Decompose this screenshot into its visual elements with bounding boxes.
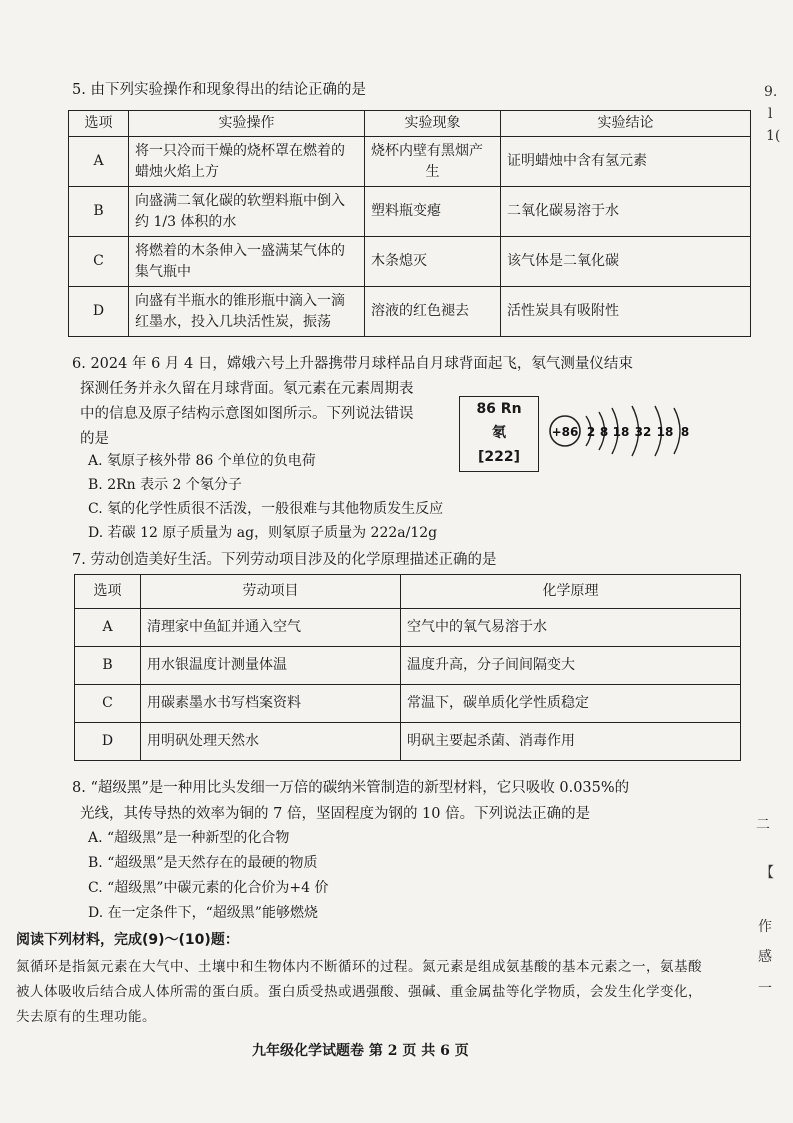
element-mass: [222] bbox=[477, 449, 521, 465]
q7-stem: 7. 劳动创造美好生活。下列劳动项目涉及的化学原理描述正确的是 bbox=[72, 552, 497, 568]
header-cell: 实验结论 bbox=[501, 111, 751, 137]
header-cell: 实验操作 bbox=[129, 111, 365, 137]
shell-electrons: 8 bbox=[599, 425, 609, 439]
header-cell: 选项 bbox=[69, 111, 129, 137]
operation-cell: 向盛满二氧化碳的软塑料瓶中倒入 约 1/3 体积的水 bbox=[129, 187, 365, 237]
atomic-structure-diagram bbox=[548, 398, 698, 464]
header-cell: 化学原理 bbox=[401, 575, 741, 609]
nucleus-charge: +86 bbox=[551, 425, 579, 439]
element-name: 氡 bbox=[492, 425, 506, 441]
header-cell: 劳动项目 bbox=[141, 575, 401, 609]
page-footer: 九年级化学试题卷 第 2 页 共 6 页 bbox=[252, 1043, 469, 1059]
edge-fragment: 一 bbox=[758, 981, 772, 997]
conclusion-cell: 活性炭具有吸附性 bbox=[501, 287, 751, 337]
phenomenon-cell: 塑料瓶变瘪 bbox=[365, 187, 501, 237]
q8-option-d: D. 在一定条件下，“超级黑”能够燃烧 bbox=[88, 905, 318, 921]
option-cell: C bbox=[69, 237, 129, 287]
table-row bbox=[69, 287, 751, 337]
principle-cell: 常温下，碳单质化学性质稳定 bbox=[401, 685, 741, 723]
labor-item-cell: 清理家中鱼缸并通入空气 bbox=[141, 609, 401, 647]
labor-item-cell: 用水银温度计测量体温 bbox=[141, 647, 401, 685]
edge-fragment: 9. bbox=[764, 84, 778, 100]
operation-cell: 将燃着的木条伸入一盛满某气体的 集气瓶中 bbox=[129, 237, 365, 287]
q8-stem-line1: 8. “超级黑”是一种用比头发细一万倍的碳纳米管制造的新型材料，它只吸收 0.035%的 bbox=[72, 780, 630, 796]
table-header-row bbox=[69, 111, 751, 137]
phenomenon-cell: 溶液的红色褪去 bbox=[365, 287, 501, 337]
operation-cell: 向盛有半瓶水的锥形瓶中滴入一滴 红墨水，投入几块活性炭，振荡 bbox=[129, 287, 365, 337]
table-row bbox=[75, 723, 741, 761]
option-cell: A bbox=[69, 137, 129, 187]
option-cell: B bbox=[75, 647, 141, 685]
table-header-row bbox=[75, 575, 741, 609]
edge-fragment: 感 bbox=[758, 949, 772, 965]
q8-option-b: B. “超级黑”是天然存在的最硬的物质 bbox=[88, 855, 318, 871]
q5-table bbox=[68, 110, 751, 337]
shell-electrons: 2 bbox=[586, 425, 596, 439]
reading-passage: 氮循环是指氮元素在大气中、土壤中和生物体内不断循环的过程。氮元素是组成氨基酸的基本元素之一，氨基酸被人体吸收后结合成人体所需的蛋白质。蛋白质受热或遇强酸、强碱、重金属盐等化学物质，会发生化学变化，失去原有的生理功能。 bbox=[16, 959, 702, 1025]
table-row bbox=[69, 187, 751, 237]
principle-cell: 温度升高，分子间间隔变大 bbox=[401, 647, 741, 685]
q6-option-a: A. 氡原子核外带 86 个单位的负电荷 bbox=[88, 453, 316, 469]
table-row bbox=[75, 685, 741, 723]
q5-stem: 5. 由下列实验操作和现象得出的结论正确的是 bbox=[72, 82, 366, 98]
q8-stem-line2: 光线，其传导热的效率为铜的 7 倍，坚固程度为钢的 10 倍。下列说法正确的是 bbox=[80, 806, 591, 822]
reading-title: 阅读下列材料，完成(9)～(10)题： bbox=[16, 932, 239, 948]
shell-electrons: 8 bbox=[680, 425, 690, 439]
q6-option-b: B. 2Rn 表示 2 个氡分子 bbox=[88, 477, 242, 493]
table-row bbox=[75, 647, 741, 685]
q7-table bbox=[74, 574, 741, 761]
conclusion-cell: 证明蜡烛中含有氢元素 bbox=[501, 137, 751, 187]
option-cell: D bbox=[69, 287, 129, 337]
q6-option-c: C. 氡的化学性质很不活泼，一般很难与其他物质发生反应 bbox=[88, 501, 444, 517]
shell-electrons: 18 bbox=[656, 425, 674, 439]
header-cell: 选项 bbox=[75, 575, 141, 609]
table-row bbox=[69, 237, 751, 287]
edge-fragment: l bbox=[768, 106, 773, 122]
conclusion-cell: 二氧化碳易溶于水 bbox=[501, 187, 751, 237]
q6-stem-line2: 探测任务并永久留在月球背面。氡元素在元素周期表 bbox=[80, 381, 414, 397]
edge-fragment: 作 bbox=[758, 919, 772, 935]
option-cell: A bbox=[75, 609, 141, 647]
principle-cell: 空气中的氧气易溶于水 bbox=[401, 609, 741, 647]
edge-fragment: 二 bbox=[756, 817, 770, 833]
q6-stem-line1: 6. 2024 年 6 月 4 日，嫦娥六号上升器携带月球样品自月球背面起飞，氡气测量仪结束 bbox=[72, 356, 633, 372]
element-card bbox=[459, 396, 539, 472]
labor-item-cell: 用碳素墨水书写档案资料 bbox=[141, 685, 401, 723]
shell-electrons: 18 bbox=[612, 425, 630, 439]
q8-option-c: C. “超级黑”中碳元素的化合价为+4 价 bbox=[88, 880, 329, 896]
option-cell: D bbox=[75, 723, 141, 761]
q8-option-a: A. “超级黑”是一种新型的化合物 bbox=[88, 830, 290, 846]
q6-stem-line3: 中的信息及原子结构示意图如图所示。下列说法错误 bbox=[80, 406, 414, 422]
edge-fragment: 【 bbox=[760, 865, 774, 881]
table-row bbox=[69, 137, 751, 187]
conclusion-cell: 该气体是二氧化碳 bbox=[501, 237, 751, 287]
labor-item-cell: 用明矾处理天然水 bbox=[141, 723, 401, 761]
phenomenon-cell: 烧杯内壁有黑烟产 生 bbox=[365, 137, 501, 187]
edge-fragment: 1( bbox=[766, 128, 781, 144]
principle-cell: 明矾主要起杀菌、消毒作用 bbox=[401, 723, 741, 761]
option-cell: C bbox=[75, 685, 141, 723]
operation-cell: 将一只冷而干燥的烧杯罩在燃着的 蜡烛火焰上方 bbox=[129, 137, 365, 187]
element-number-symbol: 86 Rn bbox=[476, 401, 522, 417]
header-cell: 实验现象 bbox=[365, 111, 501, 137]
phenomenon-cell: 木条熄灭 bbox=[365, 237, 501, 287]
table-row bbox=[75, 609, 741, 647]
option-cell: B bbox=[69, 187, 129, 237]
q6-option-d: D. 若碳 12 原子质量为 ag，则氡原子质量为 222a/12g bbox=[88, 525, 438, 541]
shell-electrons: 32 bbox=[634, 425, 652, 439]
q6-stem-line4: 的是 bbox=[80, 431, 109, 447]
